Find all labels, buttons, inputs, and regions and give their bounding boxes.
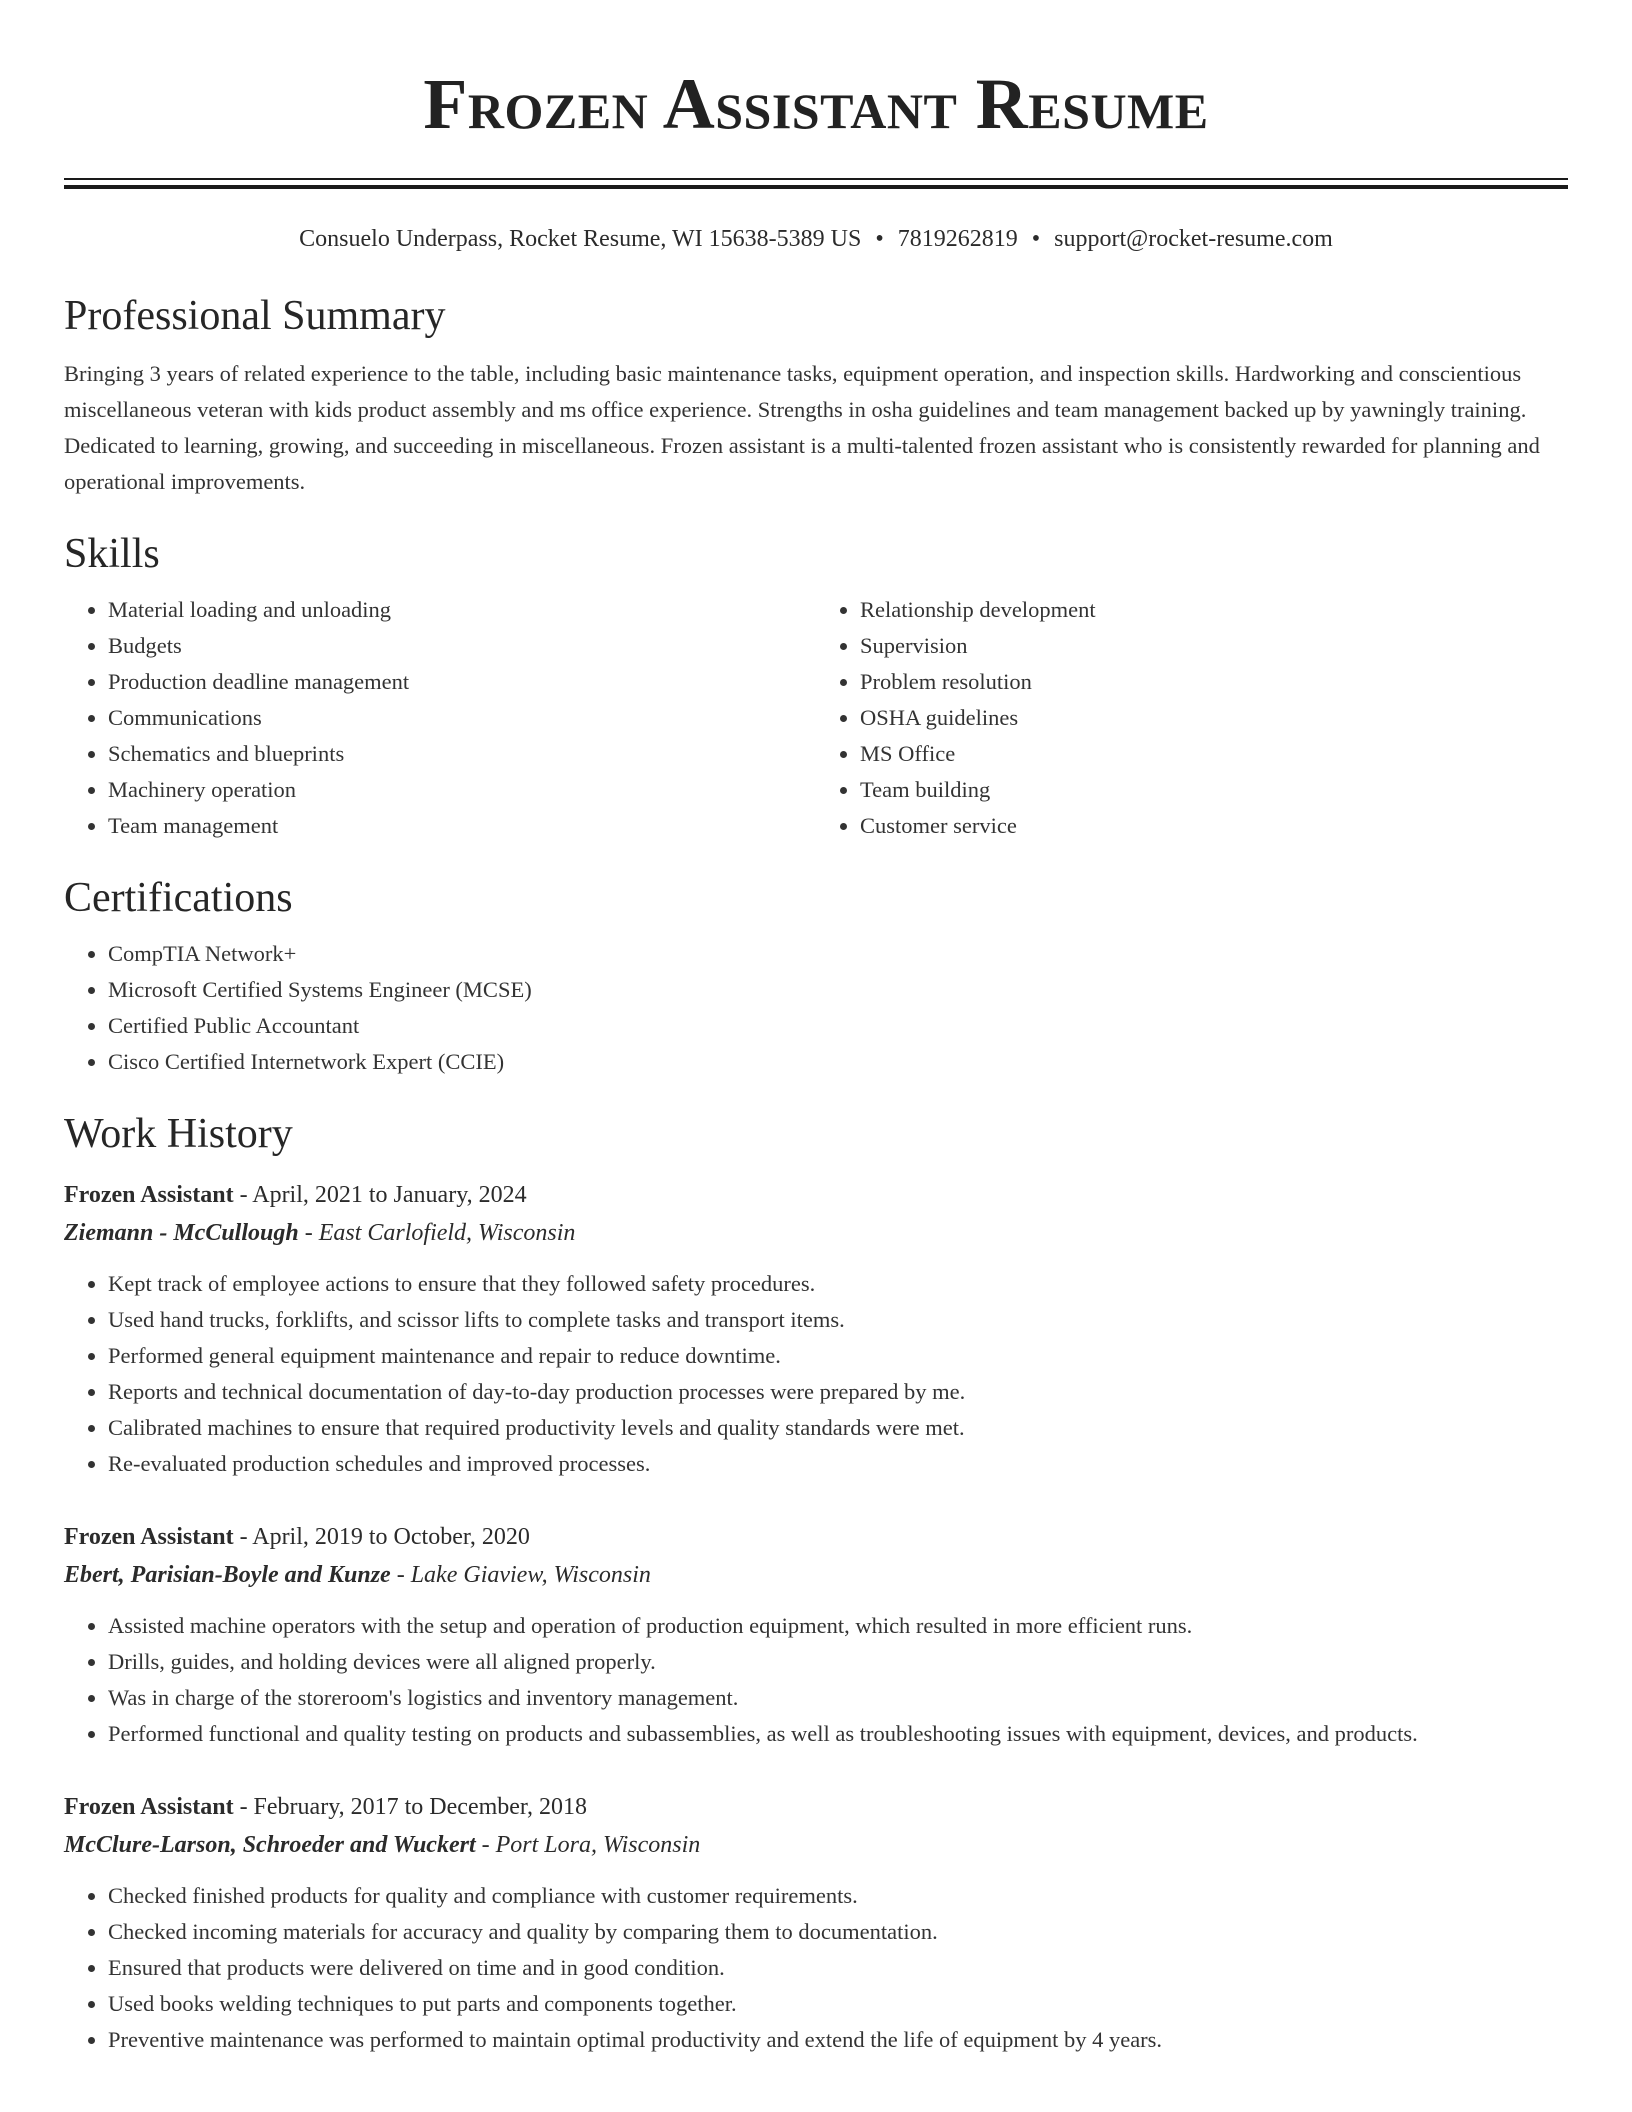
job-bullets — [64, 1608, 1568, 1752]
job-company: McClure-Larson, Schroeder and Wuckert — [64, 1832, 476, 1858]
skill-item: • Team management — [108, 808, 816, 844]
job-dates: - April, 2019 to October, 2020 — [233, 1524, 530, 1550]
job-dates: - April, 2021 to January, 2024 — [233, 1182, 527, 1208]
certification-item: • Microsoft Certified Systems Engineer (MCSE) — [108, 972, 1568, 1008]
contact-separator: • — [875, 226, 884, 252]
certification-item: • CompTIA Network+ — [108, 936, 1568, 972]
job-bullet: • Checked finished products for quality and compliance with customer requirements. — [108, 1878, 1568, 1914]
skill-item: • Team building — [860, 772, 1568, 808]
job-bullet: • Assisted machine operators with the setup and operation of production equipment, which resulted in more efficient runs. — [108, 1608, 1568, 1644]
job-title-line — [64, 1176, 1568, 1214]
certification-item: • Cisco Certified Internetwork Expert (CCIE) — [108, 1044, 1568, 1080]
job-title-line — [64, 1788, 1568, 1826]
title-divider — [64, 178, 1568, 189]
job-company: Ziemann - McCullough — [64, 1220, 299, 1246]
job-bullet: • Checked incoming materials for accuracy and quality by comparing them to documentation. — [108, 1914, 1568, 1950]
certifications-heading: Certifications — [64, 875, 293, 921]
job-company-line — [64, 1214, 1568, 1252]
job-bullet: • Performed general equipment maintenance and repair to reduce downtime. — [108, 1338, 1568, 1374]
summary-heading: Professional Summary — [64, 293, 446, 339]
skill-item: • OSHA guidelines — [860, 700, 1568, 736]
skills-heading: Skills — [64, 531, 160, 577]
job-bullet: • Was in charge of the storeroom's logistics and inventory management. — [108, 1680, 1568, 1716]
skills-columns — [64, 592, 1568, 844]
job-title-line — [64, 1518, 1568, 1556]
job-bullet: • Performed functional and quality testing on products and subassemblies, as well as troubleshooting issues with equipment, devices, and products. — [108, 1716, 1568, 1752]
job-bullet: • Kept track of employee actions to ensure that they followed safety procedures. — [108, 1266, 1568, 1302]
job-bullet: • Re-evaluated production schedules and improved processes. — [108, 1446, 1568, 1482]
contact-separator: • — [1031, 226, 1041, 252]
job-bullets — [64, 1878, 1568, 2058]
certifications-list — [64, 936, 1568, 1080]
job-bullet: • Ensured that products were delivered on time and in good condition. — [108, 1950, 1568, 1986]
job-entry — [64, 1788, 1568, 2058]
job-company: Ebert, Parisian-Boyle and Kunze — [64, 1562, 391, 1588]
job-location: - East Carlofield, Wisconsin — [298, 1220, 576, 1246]
contact-email: support@rocket-resume.com — [1054, 226, 1333, 252]
skill-item: • Machinery operation — [108, 772, 816, 808]
job-location: - Port Lora, Wisconsin — [475, 1832, 701, 1858]
resume-title: Frozen Assistant Resume — [423, 64, 1209, 144]
work-history-heading: Work History — [64, 1111, 293, 1157]
skill-item: • Production deadline management — [108, 664, 816, 700]
job-bullet: • Drills, guides, and holding devices were all aligned properly. — [108, 1644, 1568, 1680]
skill-item: • MS Office — [860, 736, 1568, 772]
certification-item: • Certified Public Accountant — [108, 1008, 1568, 1044]
skill-item: • Relationship development — [860, 592, 1568, 628]
job-bullet: • Calibrated machines to ensure that required productivity levels and quality standards were met. — [108, 1410, 1568, 1446]
job-bullet: • Reports and technical documentation of day-to-day production processes were prepared by me. — [108, 1374, 1568, 1410]
job-entry — [64, 1176, 1568, 1482]
resume-page — [64, 0, 1568, 2058]
job-entry — [64, 1518, 1568, 1752]
contact-phone: 7819262819 — [897, 226, 1018, 252]
skill-item: • Schematics and blueprints — [108, 736, 816, 772]
skill-item: • Customer service — [860, 808, 1568, 844]
job-bullet: • Used books welding techniques to put parts and components together. — [108, 1986, 1568, 2022]
job-role: Frozen Assistant — [64, 1794, 234, 1820]
job-company-line — [64, 1556, 1568, 1594]
skill-item: • Problem resolution — [860, 664, 1568, 700]
job-bullets — [64, 1266, 1568, 1482]
skill-item: • Supervision — [860, 628, 1568, 664]
job-role: Frozen Assistant — [64, 1182, 234, 1208]
job-company-line — [64, 1826, 1568, 1864]
skills-list-right — [816, 592, 1568, 844]
skill-item: • Communications — [108, 700, 816, 736]
summary-text: Bringing 3 years of related experience to the table, including basic maintenance tasks, equipment operation, and inspection skills. Hardworking and conscientious miscellaneous veteran with kids product assembly and ms office experience. Strengths in osha guidelines and team management backed up by yawningly training. Dedicated to learning, growing, and succeeding in miscellaneous. Frozen assistant is a multi-talented frozen assistant who is consistently rewarded for planning and operational improvements. — [64, 361, 1540, 494]
job-bullet: • Preventive maintenance was performed to maintain optimal productivity and extend the life of equipment by 4 years. — [108, 2022, 1568, 2058]
contact-address: Consuelo Underpass, Rocket Resume, WI 15638-5389 US — [299, 226, 862, 252]
skills-list-left — [64, 592, 816, 844]
skill-item: • Material loading and unloading — [108, 592, 816, 628]
skill-item: • Budgets — [108, 628, 816, 664]
job-bullet: • Used hand trucks, forklifts, and scissor lifts to complete tasks and transport items. — [108, 1302, 1568, 1338]
job-dates: - February, 2017 to December, 2018 — [233, 1794, 587, 1820]
job-location: - Lake Giaview, Wisconsin — [390, 1562, 651, 1588]
contact-line — [64, 224, 1568, 254]
job-role: Frozen Assistant — [64, 1524, 234, 1550]
